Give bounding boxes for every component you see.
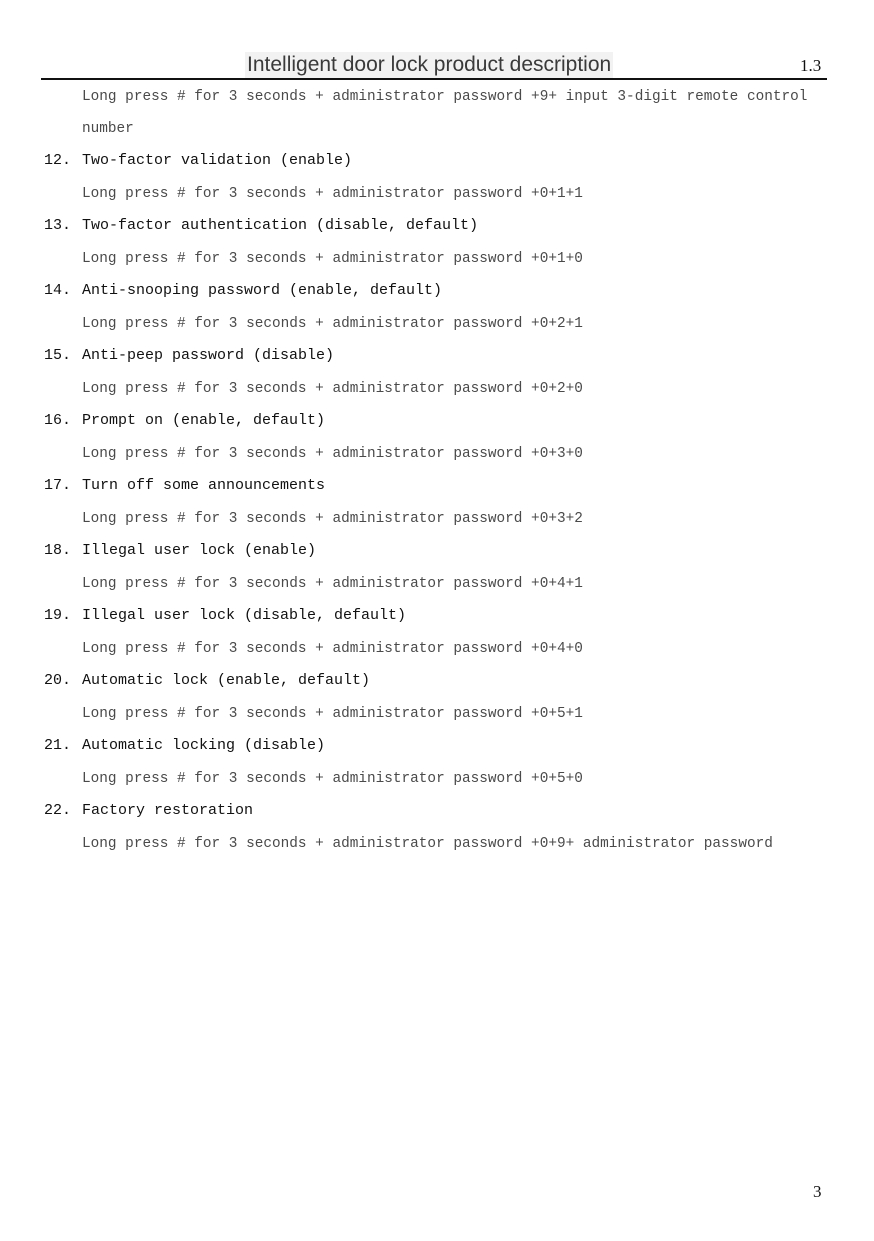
item-title: Anti-snooping password (enable, default) [82,282,443,299]
item-title: Illegal user lock (enable) [82,542,317,559]
item-instruction: Long press # for 3 seconds + administrator password +0+1+0 [82,251,583,267]
item-number: 12. [44,152,72,169]
continued-instruction-line-2: number [82,121,134,137]
item-number: 16. [44,412,72,429]
item-title: Factory restoration [82,802,254,819]
item-number: 20. [44,672,72,689]
document-version: 1.3 [800,56,822,75]
item-title: Two-factor authentication (disable, default) [82,217,479,234]
item-instruction: Long press # for 3 seconds + administrator password +0+5+1 [82,706,583,722]
item-instruction: Long press # for 3 seconds + administrator password +0+2+1 [82,316,583,332]
item-title: Prompt on (enable, default) [82,412,326,429]
item-instruction: Long press # for 3 seconds + administrator password +0+4+1 [82,576,583,592]
item-instruction: Long press # for 3 seconds + administrator password +0+3+2 [82,511,583,527]
item-title: Automatic locking (disable) [82,737,326,754]
document-title: Intelligent door lock product description [247,53,612,76]
item-number: 21. [44,737,72,754]
item-title: Two-factor validation (enable) [82,152,353,169]
item-instruction: Long press # for 3 seconds + administrator password +0+2+0 [82,381,583,397]
item-number: 17. [44,477,72,494]
item-number: 13. [44,217,72,234]
item-title: Anti-peep password (disable) [82,347,335,364]
item-number: 18. [44,542,72,559]
item-number: 14. [44,282,72,299]
continued-instruction-line-1: Long press # for 3 seconds + administrator password +9+ input 3-digit remote control [82,89,808,105]
header-divider [41,78,827,80]
page-number: 3 [813,1182,822,1201]
item-instruction: Long press # for 3 seconds + administrator password +0+5+0 [82,771,583,787]
item-title: Automatic lock (enable, default) [82,672,371,689]
item-number: 22. [44,802,72,819]
item-title: Turn off some announcements [82,477,326,494]
item-instruction: Long press # for 3 seconds + administrator password +0+3+0 [82,446,583,462]
item-instruction: Long press # for 3 seconds + administrator password +0+9+ administrator password [82,836,773,852]
item-number: 15. [44,347,72,364]
item-number: 19. [44,607,72,624]
item-title: Illegal user lock (disable, default) [82,607,407,624]
item-instruction: Long press # for 3 seconds + administrator password +0+1+1 [82,186,583,202]
item-instruction: Long press # for 3 seconds + administrator password +0+4+0 [82,641,583,657]
